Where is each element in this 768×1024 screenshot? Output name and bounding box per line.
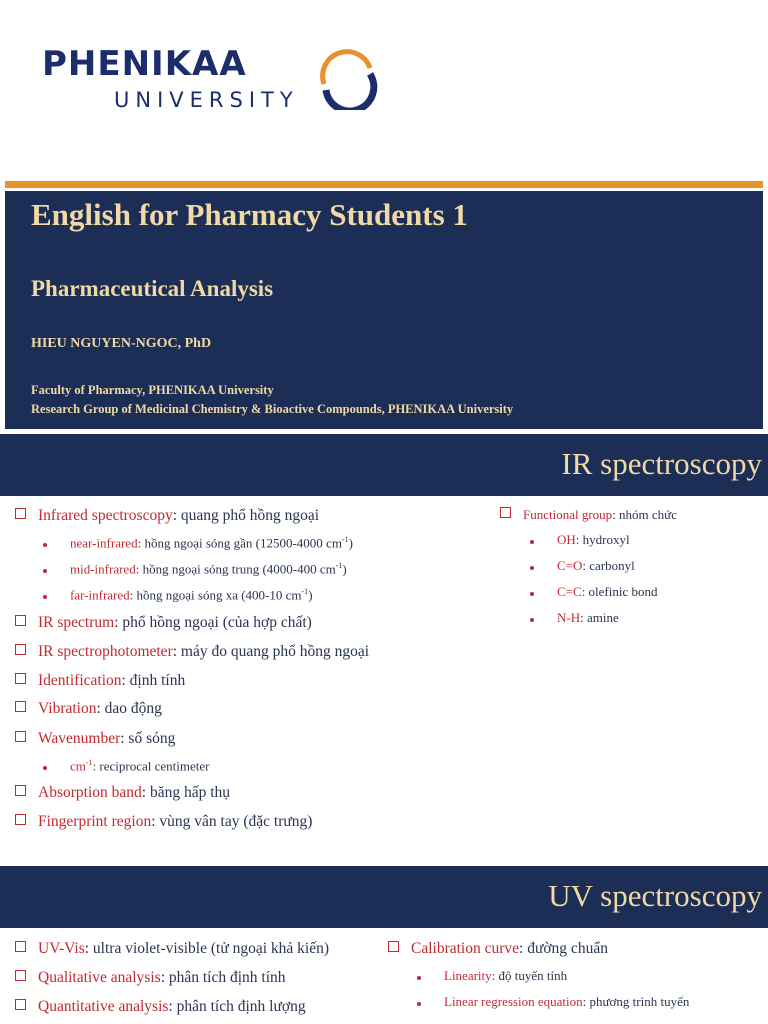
checkbox-bullet-icon (500, 507, 511, 518)
checkbox-bullet-icon (15, 970, 26, 981)
list-item: near-infrared: hồng ngoại sóng gần (12500-4000 $cm^{-1}$) (70, 535, 353, 551)
checkbox-bullet-icon (15, 999, 26, 1010)
list-item: Functional group: nhóm chức (500, 507, 677, 523)
bullet-dot-icon (530, 592, 534, 596)
list-item: Absorption band: băng hấp thụ (15, 784, 230, 802)
list-item: C=O: carbonyl (557, 558, 635, 573)
checkbox-bullet-icon (15, 644, 26, 655)
list-item: Infrared spectroscopy: quang phổ hồng ngoại (15, 507, 319, 525)
checkbox-bullet-icon (15, 701, 26, 712)
orange-divider (5, 181, 763, 188)
bullet-dot-icon (530, 566, 534, 570)
list-item: mid-infrared: hồng ngoại sóng trung (4000-400 $cm^{-1}$) (70, 561, 347, 577)
list-item: C=C: olefinic bond (557, 584, 658, 599)
affiliation-research-group: Research Group of Medicinal Chemistry & Bioactive Compounds, PHENIKAA University (31, 402, 514, 416)
bullet-dot-icon (43, 766, 47, 770)
logo-sub: UNIVERSITY (114, 88, 299, 112)
ir-section-title: IR spectroscopy (561, 446, 762, 481)
author-name: HIEU NGUYEN-NGOC, PhD (31, 336, 212, 351)
list-item: Vibration: dao động (15, 700, 162, 718)
list-item: Linearity: độ tuyến tính (444, 968, 568, 983)
list-item: Linear regression equation: phương trình tuyến (444, 994, 690, 1009)
phenikaa-logo (42, 40, 387, 115)
list-item: Calibration curve: đường chuẩn (388, 940, 608, 958)
checkbox-bullet-icon (15, 814, 26, 825)
ir-section-header (0, 434, 768, 496)
list-item: IR spectrum: phổ hồng ngoại (của hợp chất) (15, 614, 312, 632)
bullet-dot-icon (43, 543, 47, 547)
checkbox-bullet-icon (15, 731, 26, 742)
bullet-dot-icon (43, 595, 47, 599)
checkbox-bullet-icon (388, 941, 399, 952)
bullet-dot-icon (530, 540, 534, 544)
affiliation-faculty: Faculty of Pharmacy, PHENIKAA University (31, 383, 274, 397)
list-item: Fingerprint region: vùng vân tay (đặc trưng) (15, 813, 312, 831)
list-item: Wavenumber: số sóng (15, 730, 175, 748)
list-item: far-infrared: hồng ngoại sóng xa (400-10 $cm^{-1}$) (70, 587, 313, 603)
bullet-dot-icon (43, 569, 47, 573)
bullet-dot-icon (417, 976, 421, 980)
list-item: Qualitative analysis: phân tích định tính (15, 969, 286, 987)
list-item: UV-Vis: ultra violet-visible (tử ngoại khả kiến) (15, 940, 329, 958)
checkbox-bullet-icon (15, 785, 26, 796)
logo-ring-icon (314, 44, 380, 110)
checkbox-bullet-icon (15, 615, 26, 626)
uv-section-header (0, 866, 768, 928)
list-item: Quantitative analysis: phân tích định lượng (15, 998, 306, 1016)
list-item: $cm^{-1}$: reciprocal centimeter (70, 758, 210, 774)
course-subtitle: Pharmaceutical Analysis (31, 276, 274, 301)
bullet-dot-icon (530, 618, 534, 622)
list-item: IR spectrophotometer: máy đo quang phổ hồng ngoại (15, 643, 369, 661)
list-item: OH: hydroxyl (557, 532, 630, 547)
checkbox-bullet-icon (15, 508, 26, 519)
list-item: N-H: amine (557, 610, 619, 625)
checkbox-bullet-icon (15, 673, 26, 684)
uv-section-title: UV spectroscopy (548, 878, 762, 913)
checkbox-bullet-icon (15, 941, 26, 952)
list-item: Identification: định tính (15, 672, 185, 690)
bullet-dot-icon (417, 1002, 421, 1006)
course-title: English for Pharmacy Students 1 (31, 197, 468, 232)
logo-brand: PHENIKAA (42, 44, 247, 84)
